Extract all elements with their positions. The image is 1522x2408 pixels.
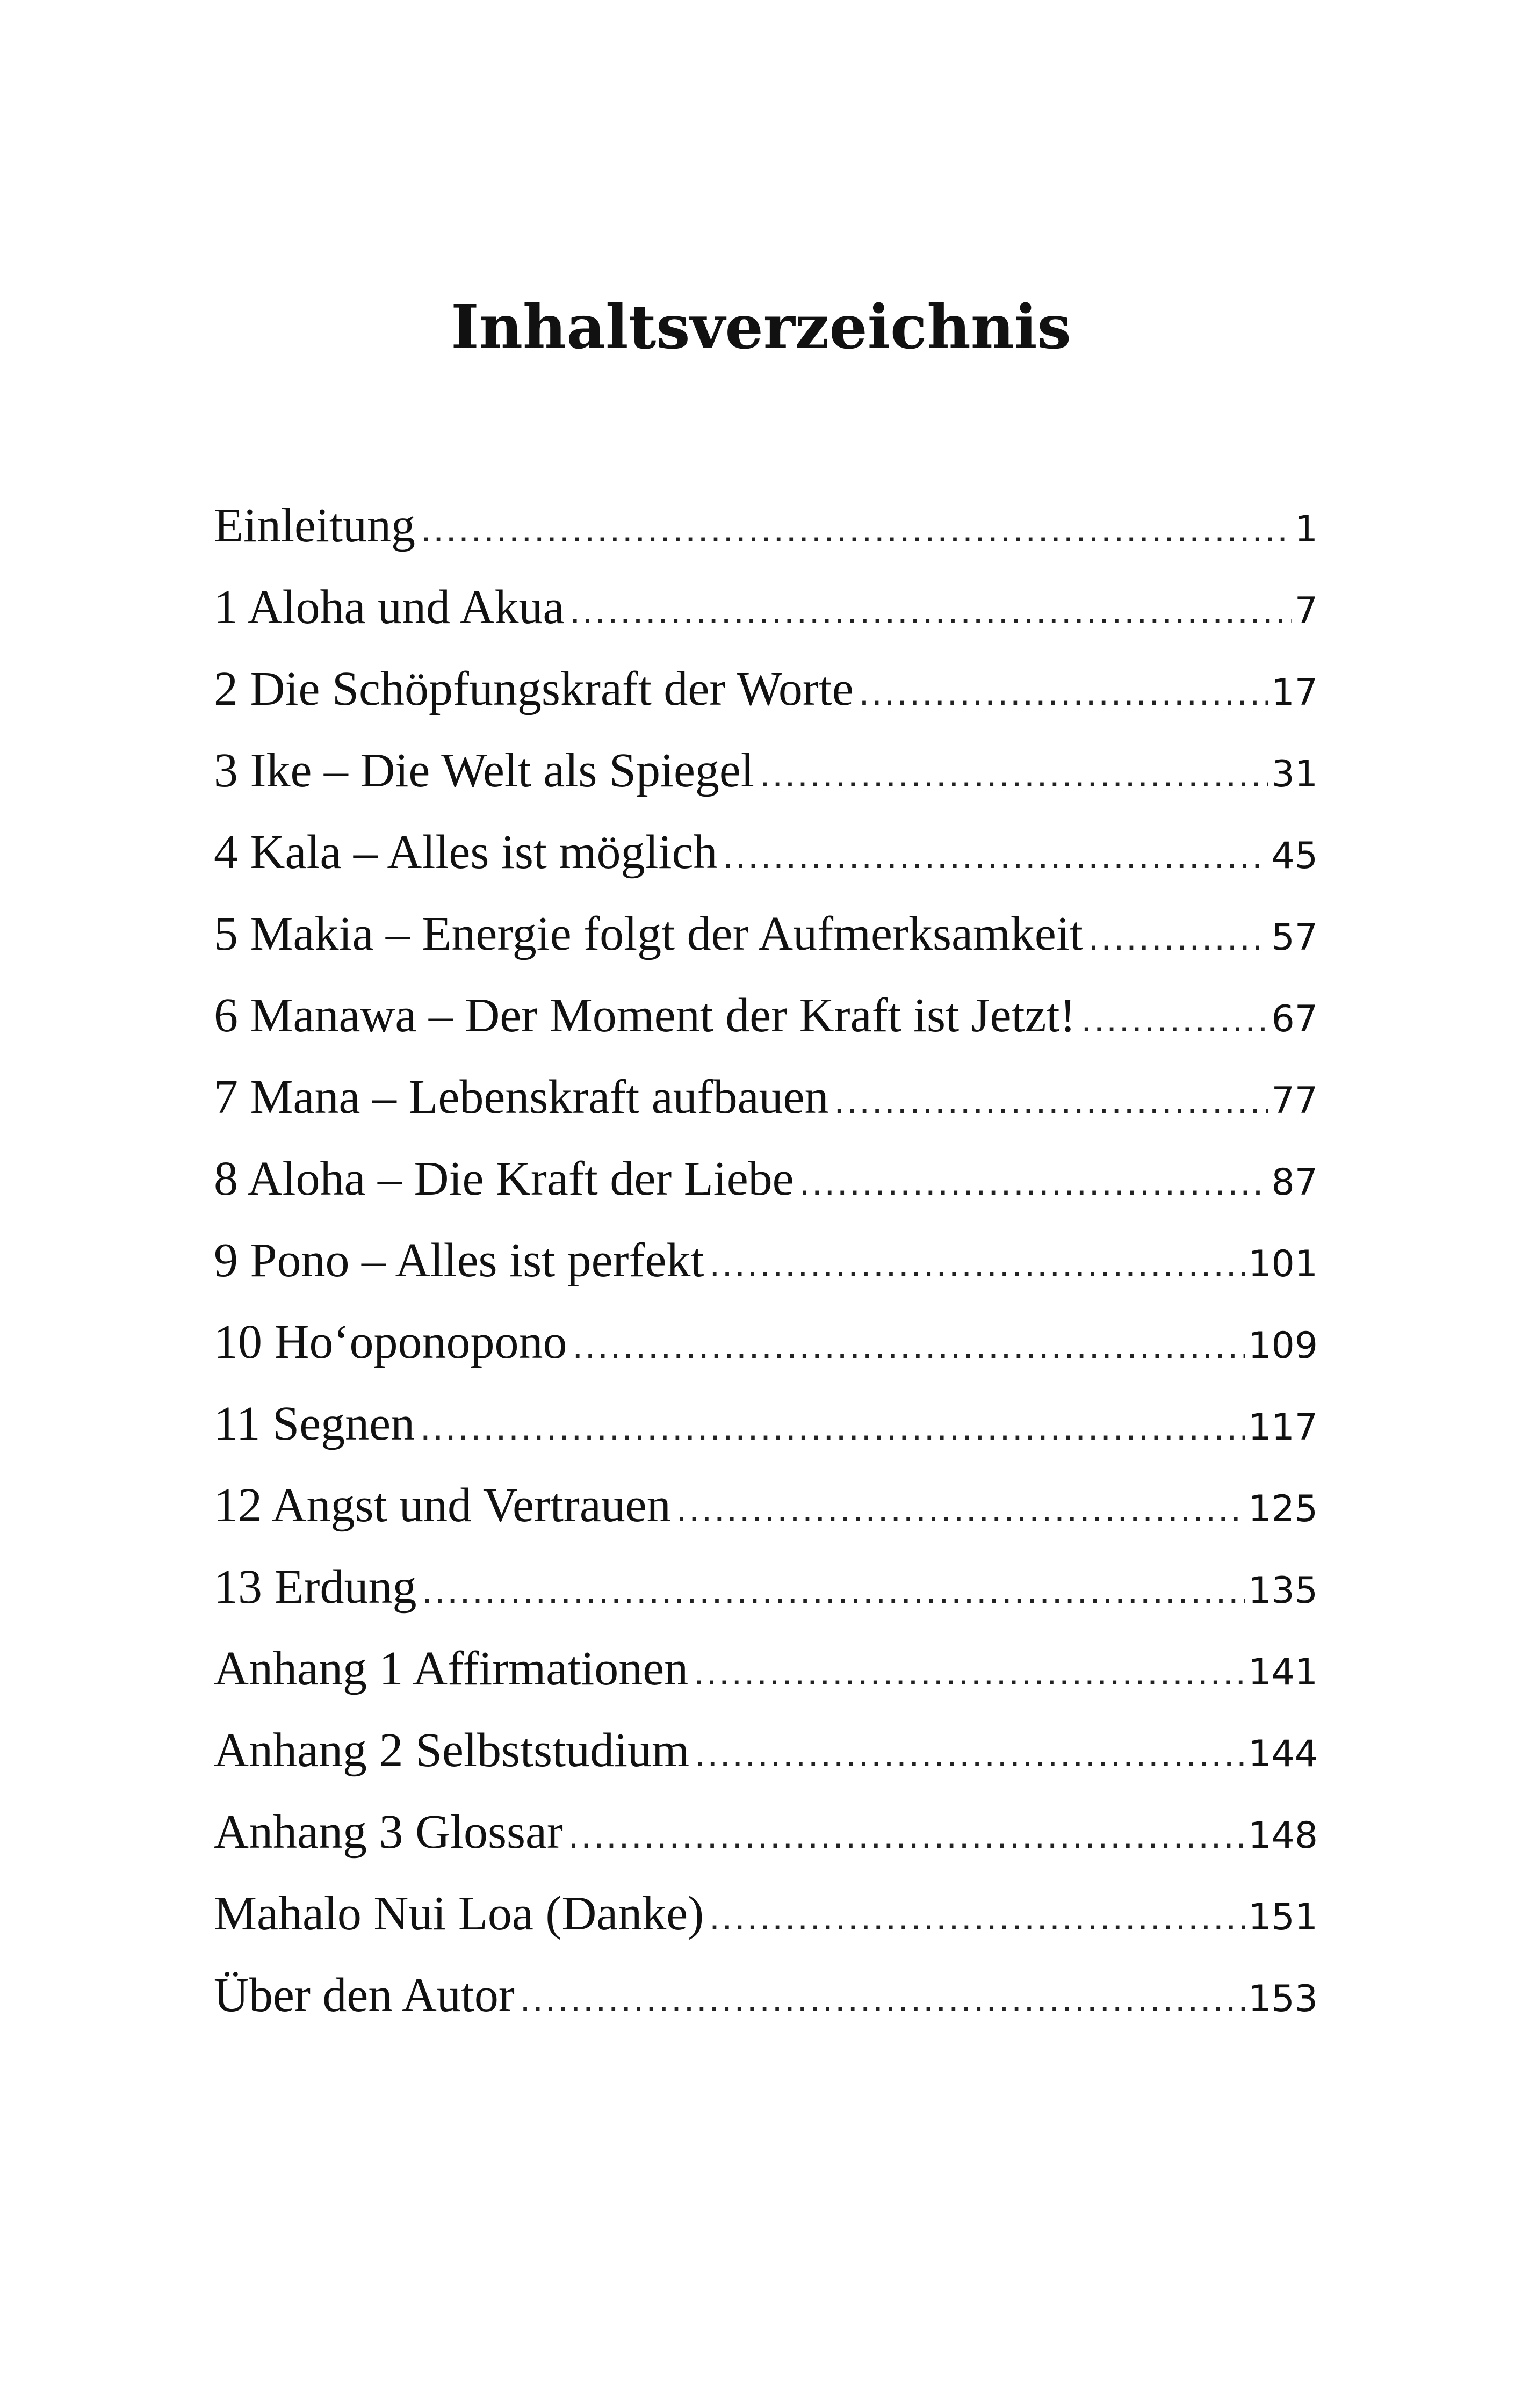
dot-leader [572, 1304, 1245, 1386]
toc-entry [214, 1955, 1318, 2036]
toc-entry [214, 648, 1318, 730]
toc-entry-label: Anhang 2 Selbststudium [214, 1724, 690, 1777]
toc-entry-page-number: 1 [1294, 508, 1318, 551]
toc-entry-label: Anhang 1 Affirmationen [214, 1642, 689, 1695]
toc-entry-label: 7 Mana – Lebenskraft aufbauen [214, 1071, 829, 1124]
dot-leader [859, 651, 1268, 733]
toc-entry-label: 13 Erdung [214, 1560, 417, 1614]
toc-entry-page-number: 153 [1248, 1978, 1318, 2020]
toc-entry-page-number: 31 [1271, 753, 1318, 796]
toc-entry-page-number: 87 [1271, 1161, 1318, 1204]
toc-entry-page-number: 57 [1271, 916, 1318, 959]
toc-entry [214, 1791, 1318, 1873]
toc-entry-label: 12 Angst und Vertrauen [214, 1479, 671, 1532]
toc-entry-page-number: 135 [1248, 1570, 1318, 1612]
toc-entry [214, 1873, 1318, 1955]
toc-entry-label: 5 Makia – Energie folgt der Aufmerksamkeit [214, 907, 1083, 960]
toc-entry-label: 6 Manawa – Der Moment der Kraft ist Jetzt! [214, 989, 1076, 1042]
toc-entry-page-number: 67 [1271, 998, 1318, 1040]
page-title: Inhaltsverzeichnis [451, 292, 1071, 363]
toc-entry-label: 3 Ike – Die Welt als Spiegel [214, 744, 754, 797]
toc-entry [214, 1546, 1318, 1628]
toc-entry-page-number: 109 [1248, 1325, 1318, 1367]
dot-leader [1081, 978, 1268, 1059]
toc-entry-page-number: 148 [1248, 1814, 1318, 1857]
dot-leader [709, 1876, 1245, 1957]
toc-entry [214, 1138, 1318, 1220]
toc-entry [214, 1301, 1318, 1383]
toc-entry-page-number: 7 [1294, 590, 1318, 632]
dot-leader [709, 1223, 1245, 1304]
dot-leader [421, 488, 1292, 569]
toc-entry-page-number: 141 [1248, 1651, 1318, 1694]
toc-entry-label: 11 Segnen [214, 1397, 415, 1450]
toc-entry-label: Über den Autor [214, 1969, 515, 2022]
toc-entry-label: Anhang 3 Glossar [214, 1805, 563, 1859]
toc-entry-label: 4 Kala – Alles ist möglich [214, 826, 718, 879]
toc-entry [214, 1220, 1318, 1301]
toc-entry-page-number: 17 [1271, 671, 1318, 714]
dot-leader [695, 1712, 1245, 1794]
toc-entry [214, 485, 1318, 567]
dot-leader [1088, 896, 1268, 978]
toc-entry-page-number: 144 [1248, 1733, 1318, 1775]
table-of-contents [214, 485, 1318, 2036]
dot-leader [420, 1386, 1245, 1467]
toc-entry-page-number: 151 [1248, 1896, 1318, 1939]
dot-leader [723, 814, 1268, 896]
toc-entry [214, 975, 1318, 1057]
dot-leader [694, 1631, 1245, 1712]
dot-leader [422, 1549, 1245, 1631]
dot-leader [799, 1141, 1268, 1223]
toc-entry-label: 10 Hoʻoponopono [214, 1315, 567, 1369]
toc-entry-label: 9 Pono – Alles ist perfekt [214, 1234, 704, 1287]
toc-entry-page-number: 125 [1248, 1488, 1318, 1530]
toc-entry [214, 1710, 1318, 1791]
toc-entry-page-number: 45 [1271, 835, 1318, 877]
dot-leader [520, 1957, 1245, 2039]
toc-entry [214, 893, 1318, 975]
toc-entry [214, 1383, 1318, 1465]
dot-leader [760, 733, 1268, 814]
toc-entry [214, 812, 1318, 893]
toc-entry-label: Mahalo Nui Loa (Danke) [214, 1887, 704, 1940]
dot-leader [568, 1794, 1245, 1876]
toc-entry-label: Einleitung [214, 499, 415, 552]
toc-entry-label: 8 Aloha – Die Kraft der Liebe [214, 1152, 794, 1205]
toc-entry [214, 1465, 1318, 1546]
dot-leader [569, 569, 1291, 651]
toc-entry [214, 1628, 1318, 1710]
dot-leader [834, 1059, 1268, 1141]
toc-entry-page-number: 117 [1248, 1406, 1318, 1449]
toc-entry [214, 730, 1318, 812]
dot-leader [676, 1467, 1245, 1549]
toc-entry-label: 2 Die Schöpfungskraft der Worte [214, 662, 854, 715]
toc-entry [214, 567, 1318, 648]
toc-entry-page-number: 77 [1271, 1080, 1318, 1122]
toc-entry [214, 1057, 1318, 1138]
toc-entry-page-number: 101 [1248, 1243, 1318, 1285]
toc-entry-label: 1 Aloha und Akua [214, 581, 565, 634]
